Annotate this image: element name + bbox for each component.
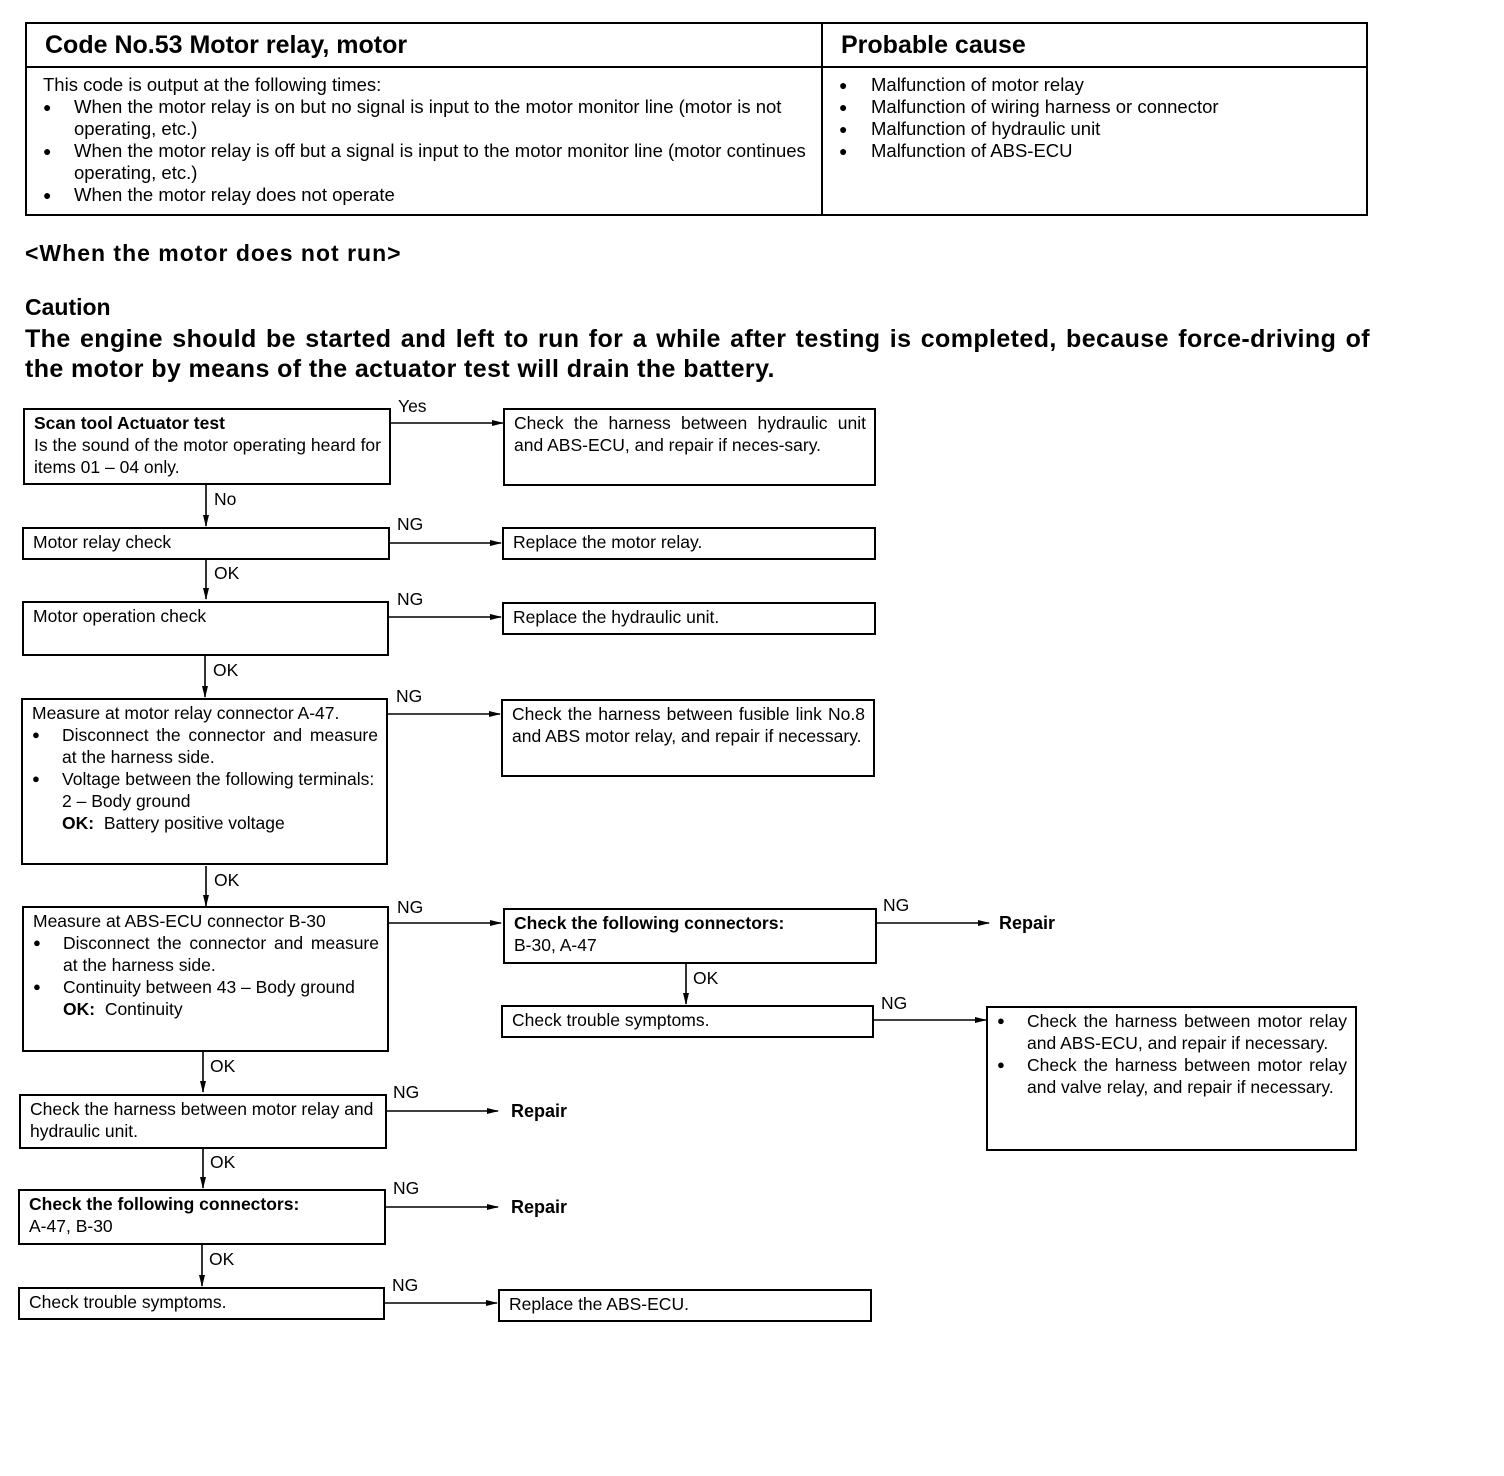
probable-cause-item: ● Malfunction of ABS-ECU	[839, 140, 1366, 162]
step-text: Check trouble symptoms.	[29, 1292, 227, 1312]
result-bullet: ● Check the harness between motor relay and valve relay, and repair if necessary.	[997, 1054, 1347, 1098]
ng-label: NG	[397, 897, 424, 917]
ok-label: OK	[693, 968, 719, 988]
no-label: No	[214, 489, 237, 509]
step-title: Check the following connectors:	[29, 1194, 300, 1214]
probable-cause-item: ● Malfunction of wiring harness or connector	[839, 96, 1366, 118]
step-text: Motor relay check	[33, 532, 172, 552]
ng-label: NG	[393, 1178, 420, 1198]
ok-label: OK	[209, 1249, 235, 1269]
step-title: Measure at motor relay connector A-47.	[32, 703, 340, 723]
result-check-harness-hydraulic-ecu	[503, 408, 876, 486]
result-replace-abs-ecu	[498, 1289, 872, 1322]
code-intro: This code is output at the following times:	[43, 74, 382, 95]
ok-label: OK	[214, 870, 240, 890]
step-title: Scan tool Actuator test	[34, 413, 225, 433]
step-measure-ecu-connector	[22, 906, 389, 1052]
step-text: Motor operation check	[33, 606, 207, 626]
result-text: Replace the hydraulic unit.	[513, 607, 720, 627]
ng-label: NG	[397, 514, 424, 534]
yes-label: Yes	[398, 396, 427, 416]
result-check-harness-fusible-link	[501, 699, 875, 777]
section-subheading: <When the motor does not run>	[25, 240, 402, 266]
ng-label: NG	[396, 686, 423, 706]
ng-label: NG	[881, 993, 908, 1013]
ok-key: OK:	[63, 999, 96, 1019]
step-bullet: ● Disconnect the connector and measure at the harness side.	[33, 932, 379, 976]
ok-criterion	[33, 998, 379, 1020]
step-check-trouble-symptoms	[501, 1005, 874, 1038]
step-actuator-test	[23, 408, 391, 485]
ok-key: OK:	[62, 813, 95, 833]
ok-label: OK	[210, 1152, 236, 1172]
result-replace-hydraulic-unit	[502, 602, 876, 635]
step-bullet: ● Voltage between the following terminals:	[32, 768, 378, 790]
result-text: Check the harness between fusible link No.8 and ABS motor relay, and repair if necessary.	[512, 704, 865, 746]
ok-value: Continuity	[104, 999, 183, 1019]
result-replace-motor-relay	[502, 527, 876, 560]
step-text: Check the harness between motor relay and hydraulic unit.	[30, 1099, 374, 1141]
repair-result: Repair	[511, 1197, 568, 1217]
step-check-trouble-symptoms-final	[18, 1287, 385, 1320]
repair-result: Repair	[999, 913, 1056, 933]
ok-label: OK	[213, 660, 239, 680]
ng-label: NG	[397, 589, 424, 609]
caution-title: Caution	[25, 294, 111, 320]
step-check-connectors-a47-b30	[18, 1189, 386, 1245]
probable-cause-item: ● Malfunction of hydraulic unit	[839, 118, 1366, 140]
step-title: Check the following connectors:	[514, 913, 785, 933]
step-text: A-47, B-30	[29, 1216, 113, 1236]
ng-label: NG	[883, 895, 910, 915]
result-text: Replace the ABS-ECU.	[509, 1294, 689, 1314]
ok-value: Battery positive voltage	[103, 813, 285, 833]
step-text: Is the sound of the motor operating heard for items 01 – 04 only.	[34, 435, 381, 477]
result-bullet: ● Check the harness between motor relay and ABS-ECU, and repair if necessary.	[997, 1010, 1347, 1054]
result-text: Check the harness between hydraulic unit and ABS-ECU, and repair if neces-sary.	[514, 413, 866, 455]
ok-label: OK	[214, 563, 240, 583]
ok-label: OK	[210, 1056, 236, 1076]
step-title: Measure at ABS-ECU connector B-30	[33, 911, 326, 931]
code-condition: ● When the motor relay does not operate	[43, 184, 821, 206]
probable-cause-item: ● Malfunction of motor relay	[839, 74, 1366, 96]
step-measure-motor-relay-connector	[21, 698, 388, 865]
step-bullet: ● Disconnect the connector and measure at the harness side.	[32, 724, 378, 768]
step-bullet: ● Continuity between 43 – Body ground	[33, 976, 379, 998]
ok-criterion	[32, 812, 378, 834]
probable-cause-title: Probable cause	[823, 24, 1366, 68]
terminal-spec: 2 – Body ground	[62, 791, 191, 811]
code-title: Code No.53 Motor relay, motor	[27, 24, 821, 68]
step-text: Check trouble symptoms.	[512, 1010, 710, 1030]
step-check-connectors-b30-a47	[503, 908, 877, 964]
code-condition: ● When the motor relay is off but a signal is input to the motor monitor line (motor continues operating, etc.)	[43, 140, 821, 184]
step-text: B-30, A-47	[514, 935, 597, 955]
ng-label: NG	[393, 1082, 420, 1102]
ng-label: NG	[392, 1275, 419, 1295]
step-motor-operation-check	[22, 601, 389, 656]
step-check-harness-relay-hydraulic	[19, 1094, 387, 1149]
caution-text: The engine should be started and left to run for a while after testing is completed, because force-driving of the motor by means of the actuator test will drain the battery.	[25, 325, 1370, 383]
result-check-harness-relays	[986, 1006, 1357, 1151]
step-motor-relay-check	[22, 527, 390, 560]
code-condition: ● When the motor relay is on but no signal is input to the motor monitor line (motor is not operating, etc.)	[43, 96, 821, 140]
result-text: Replace the motor relay.	[513, 532, 703, 552]
repair-result: Repair	[511, 1101, 568, 1121]
